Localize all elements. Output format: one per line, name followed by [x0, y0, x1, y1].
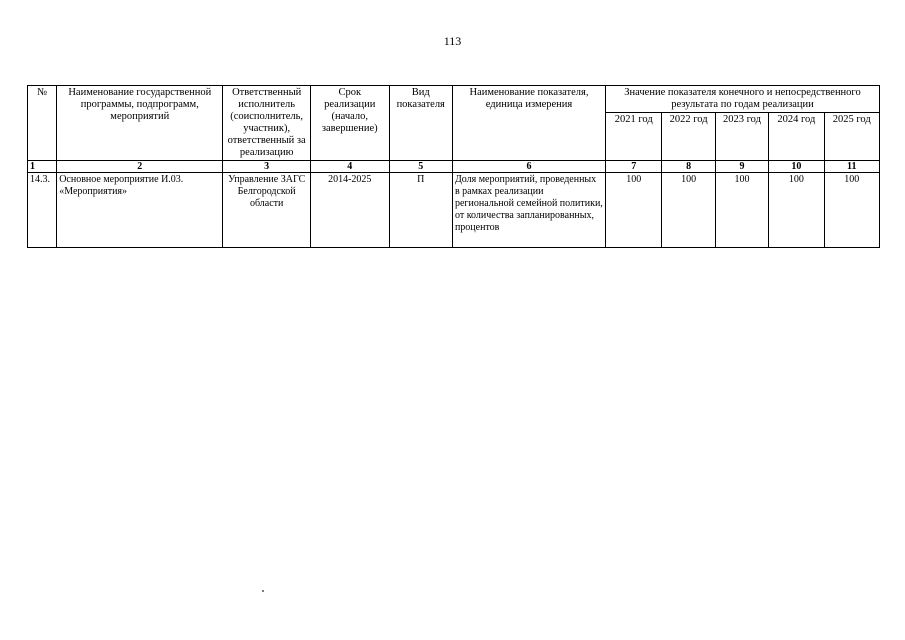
page-number: 113: [443, 34, 462, 48]
column-number: 2: [57, 161, 223, 173]
header-number: №: [28, 86, 57, 161]
row-indicator-name: Доля мероприятий, проведенных в рамках реализации региональной семейной политики, от количества запланированных, процентов: [452, 173, 605, 248]
header-program-name: Наименование государственной программы, подпрограмм, мероприятий: [57, 86, 223, 161]
header-year-2021: 2021 год: [606, 113, 662, 161]
row-value-2024: 100: [769, 173, 824, 248]
column-number: 5: [389, 161, 452, 173]
column-number: 3: [223, 161, 311, 173]
row-value-2023: 100: [715, 173, 768, 248]
column-number: 9: [715, 161, 768, 173]
row-number: 14.3.: [28, 173, 57, 248]
row-value-2025: 100: [824, 173, 880, 248]
header-year-2023: 2023 год: [715, 113, 768, 161]
header-indicator-name: Наименование показателя, единица измерения: [452, 86, 605, 161]
header-values-group: Значение показателя конечного и непосредственного результата по годам реализации: [606, 86, 880, 113]
row-value-2021: 100: [606, 173, 662, 248]
row-value-2022: 100: [662, 173, 715, 248]
column-number: 6: [452, 161, 605, 173]
column-number: 10: [769, 161, 824, 173]
table-row: [28, 173, 880, 248]
column-number: 7: [606, 161, 662, 173]
column-numbers-row: [28, 161, 880, 173]
column-number: 4: [310, 161, 389, 173]
column-number: 1: [28, 161, 57, 173]
header-indicator-type: Вид показателя: [389, 86, 452, 161]
header-year-2024: 2024 год: [769, 113, 824, 161]
header-executor: Ответственный исполнитель (соисполнитель, участник), ответственный за реализацию: [223, 86, 311, 161]
column-number: 8: [662, 161, 715, 173]
header-year-2025: 2025 год: [824, 113, 880, 161]
header-row-1: [28, 86, 880, 113]
header-period: Срок реализации (начало, завершение): [310, 86, 389, 161]
column-number: 11: [824, 161, 880, 173]
header-year-2022: 2022 год: [662, 113, 715, 161]
scan-speck: [262, 590, 264, 592]
row-program-name: Основное мероприятие И.03. «Мероприятия»: [57, 173, 223, 248]
row-period: 2014-2025: [310, 173, 389, 248]
program-indicators-table: [27, 85, 880, 248]
row-indicator-type: П: [389, 173, 452, 248]
row-executor: Управление ЗАГС Белгородской области: [223, 173, 311, 248]
